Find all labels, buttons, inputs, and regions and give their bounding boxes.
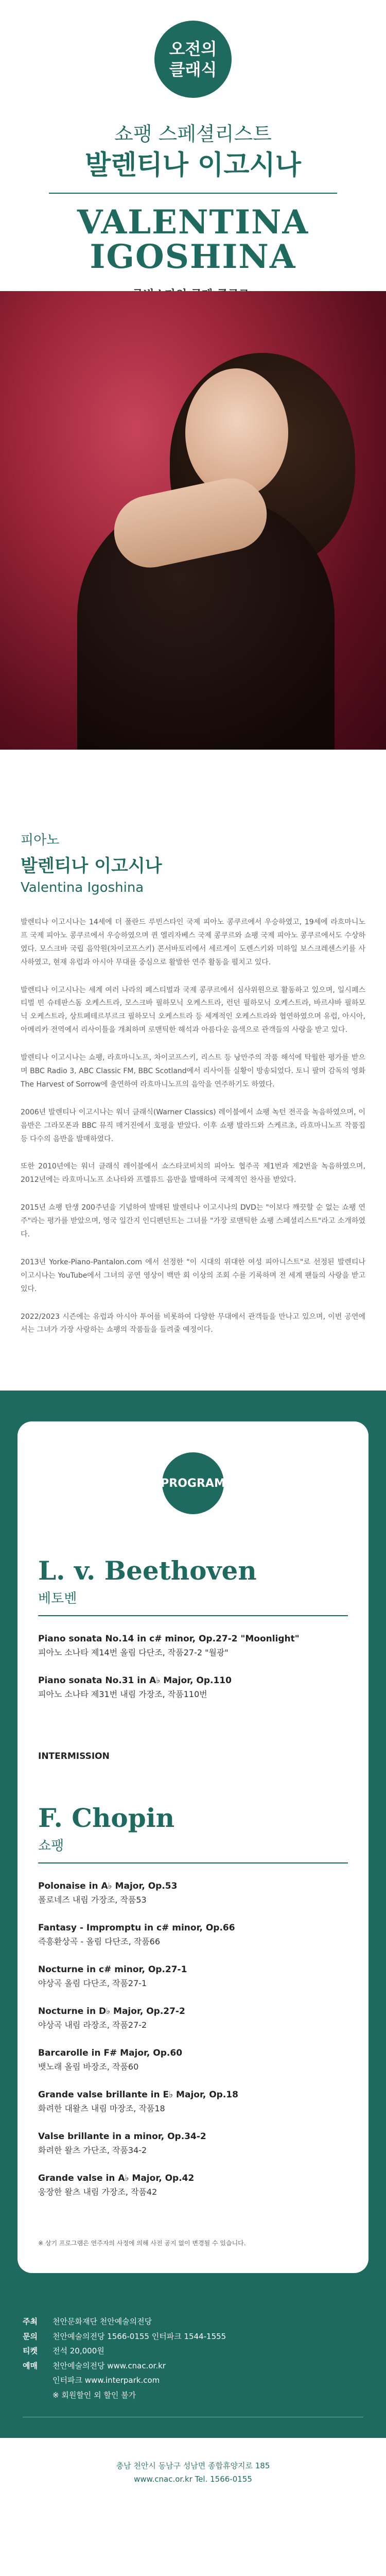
english-name-line1: VALENTINA <box>77 202 309 242</box>
program-note: ※ 상기 프로그램은 연주자의 사정에 의해 사전 공지 없이 변경될 수 있습니다. <box>38 2240 246 2247</box>
info-label <box>23 2373 44 2388</box>
bio-paragraph: 발렌티나 이고시나는 세계 여러 나라의 페스티벌과 국제 콩쿠르에서 심사위원으로 활동하고 있으며, 일시페스티벌 빈 슈테판스돔 오케스트라, 모스크바 필하모닉 오케스트라, 런던 필하모닉 오케스트라, 바르샤바 필하모닉 오케스트라, 상트페테르부르크 필하모닉 오케스트라 등 세계적인 오케스트라와 협연하였으며 유럽, 아시아, 아메리카 전역에서 리사이틀을 개최하며 로맨틱한 해석과 아름다운 음색으로 관객들의 사랑을 받고 있다. <box>21 986 365 1035</box>
program-card <box>17 1421 369 2273</box>
work-item <box>38 2006 348 2030</box>
info-label <box>23 2388 44 2403</box>
work-title-en: Grande valse in A♭ Major, Op.42 <box>38 2173 195 2184</box>
work-title-en: Barcarolle in F# Major, Op.60 <box>38 2048 183 2059</box>
venue-address: 충남 천안시 동남구 성남면 종합휴양지로 185 <box>116 2461 270 2471</box>
work-item <box>38 1964 348 1989</box>
venue-contact: www.cnac.or.kr Tel. 1566-0155 <box>134 2474 252 2484</box>
work-title-ko: 웅장한 왈츠 내림 가장조, 작품42 <box>38 2187 157 2197</box>
event-info <box>0 2309 386 2438</box>
bio-paragraph: 2022/2023 시즌에는 유럽과 아시아 투어를 비롯하여 다양한 무대에서 관객들을 만나고 있으며, 이번 공연에서는 그녀가 가장 사랑하는 쇼팽의 작품들을 들려줄 예정이다. <box>21 1312 365 1334</box>
badge-line2: 클래식 <box>169 60 217 79</box>
composer-block-beethoven <box>38 1555 348 1700</box>
performer-role: 피아노 <box>21 833 60 848</box>
work-item <box>38 1634 348 1658</box>
subtitle: 쇼팽 스페셜리스트 <box>114 123 272 145</box>
info-row <box>23 2329 363 2344</box>
photo-face <box>185 368 288 497</box>
composer-name-ko: 베토벤 <box>38 1591 77 1607</box>
info-label: 문의 <box>23 2331 38 2341</box>
work-title-en: Nocturne in c# minor, Op.27-1 <box>38 1964 187 1975</box>
work-title-ko: 즉흥환상곡 - 올림 다단조, 작품66 <box>38 1937 161 1947</box>
work-title-en: Valse brillante in a minor, Op.34-2 <box>38 2131 206 2142</box>
intermission: INTERMISSION <box>38 1751 110 1762</box>
work-title-ko: 피아노 소나타 제31번 내림 가장조, 작품110번 <box>38 1689 207 1700</box>
info-value: 천안예술의전당 www.cnac.or.kr <box>52 2361 166 2370</box>
footer <box>0 2438 386 2509</box>
work-title-en: Piano sonata No.14 in c# minor, Op.27-2 "Moonlight" <box>38 1634 300 1645</box>
info-value: 천안예술의전당 1566-0155 인터파크 1544-1555 <box>52 2331 226 2341</box>
english-name-line2: IGOSHINA <box>90 238 296 277</box>
work-item <box>38 2090 348 2114</box>
work-title-en: Grande valse brillante in E♭ Major, Op.18 <box>38 2090 238 2100</box>
work-item <box>38 1923 348 1947</box>
composer-name-en: F. Chopin <box>38 1803 175 1834</box>
composer-name-en: L. v. Beethoven <box>38 1555 257 1586</box>
work-item <box>38 2048 348 2072</box>
english-name <box>0 202 386 277</box>
info-row <box>23 2359 363 2374</box>
work-title-ko: 피아노 소나타 제14번 올림 다단조, 작품27-2 "월광" <box>38 1648 229 1658</box>
work-item <box>38 1881 348 1905</box>
bio-paragraph: 발렌티나 이고시나는 쇼팽, 라흐마니노프, 차이코프스키, 리스트 등 낭만주의 작품 해석에 탁월한 평가를 받으며 BBC Radio 3, ABC Classic FM, BBC Scotland에서 리사이틀 실황이 방송되었다. 토니 팔머 감독의 영화 The Harvest of Sorrow에 출연하여 라흐마니노프의 음악을 연주하기도 하였다. <box>21 1054 365 1089</box>
work-title-en: Nocturne in D♭ Major, Op.27-2 <box>38 2006 185 2017</box>
work-title-en: Fantasy - Impromptu in c# minor, Op.66 <box>38 1923 235 1934</box>
performer-name-ko: 발렌티나 이고시나 <box>21 856 162 876</box>
composer-name-ko: 쇼팽 <box>38 1838 64 1854</box>
composer-divider <box>38 1862 348 1863</box>
work-title-ko: 폴로네즈 내림 가장조, 작품53 <box>38 1895 147 1905</box>
work-title-ko: 화려한 대왈츠 내림 마장조, 작품18 <box>38 2104 165 2114</box>
work-title-ko: 야상곡 내림 라장조, 작품27-2 <box>38 2020 147 2030</box>
performer-name-en: Valentina Igoshina <box>21 880 144 895</box>
work-title-ko: 뱃노래 올림 바장조, 작품60 <box>38 2062 139 2072</box>
bio-paragraph: 2015년 쇼팽 탄생 200주년을 기념하여 발매된 발렌티나 이고시나의 DVD는 "이보다 깨끗할 순 없는 쇼팽 연주"라는 평가를 받았으며, 영국 일간지 인디펜던트는 그녀를 "가장 로맨틱한 쇼팽 스페셜리스트"라고 소개하였다. <box>21 1204 365 1239</box>
program-section <box>0 1391 386 2309</box>
work-item <box>38 1675 348 1700</box>
work-title-ko: 화려한 왈츠 가단조, 작품34-2 <box>38 2145 147 2156</box>
pianist-photo <box>0 291 386 750</box>
title-divider <box>49 193 337 194</box>
info-row <box>23 2388 363 2403</box>
series-badge <box>154 21 232 98</box>
info-value: ※ 회원할인 외 할인 불가 <box>52 2390 136 2400</box>
info-label: 예매 <box>23 2361 38 2370</box>
work-title-en: Piano sonata No.31 in A♭ Major, Op.110 <box>38 1675 232 1686</box>
bio-paragraph: 발렌티나 이고시나는 14세에 더 폴란드 루빈스타인 국제 피아노 콩쿠르에서 우승하였고, 19세에 라흐마니노프 국제 피아노 콩쿠르에서 우승하였으며 퀸 엘리자베스 국제 콩쿠르와 쇼팽 국제 피아노 콩쿠르에서도 수상하였다. 모스크바 국립 음악원(차이코프스키) 콘서바토리에서 세르게이 도렌스키와 미하일 보스크레센스키를 사사하였고, 현재 유럽과 아시아 무대를 중심으로 활발한 연주 활동을 펼치고 있다. <box>21 918 365 967</box>
info-row <box>23 2314 363 2329</box>
info-value: 인터파크 www.interpark.com <box>52 2376 160 2385</box>
info-label: 주최 <box>23 2317 38 2327</box>
badge-line1: 오전의 <box>169 39 217 59</box>
work-item <box>38 2131 348 2156</box>
composer-block-chopin <box>38 1803 348 2197</box>
bio-paragraph: 2006년 발렌티나 이고시나는 워너 클래식(Warner Classics) 레이블에서 쇼팽 녹턴 전곡을 녹음하였으며, 이 음반은 그라모폰과 BBC 뮤직 매거진에서 호평을 받았다. 이후 쇼팽 발라드와 스케르초, 라흐마니노프 작품집 등 다수의 음반을 발매하였다. <box>21 1108 365 1143</box>
info-value: 전석 20,000원 <box>52 2346 104 2356</box>
composer-divider <box>38 1615 348 1616</box>
info-row <box>23 2344 363 2359</box>
page-title: 발렌티나 이고시나 <box>85 149 301 181</box>
work-title-ko: 야상곡 올림 다단조, 작품27-1 <box>38 1978 147 1989</box>
info-value: 천안문화재단 천안예술의전당 <box>52 2317 152 2327</box>
bio-paragraph: 또한 2010년에는 워너 클래식 레이블에서 쇼스타코비치의 피아노 협주곡 제1번과 제2번을 녹음하였으며, 2012년에는 라흐마니노프 소나타와 프렐류드 음반을 발매하여 국제적인 찬사를 받았다. <box>21 1162 365 1184</box>
info-row <box>23 2373 363 2388</box>
work-item <box>38 2173 348 2197</box>
info-label: 티켓 <box>23 2346 38 2356</box>
bio-paragraph: 2013년 Yorke-Piano-Pantalon.com 에서 선정한 "이 시대의 위대한 여성 피아니스트"로 선정된 발렌티나 이고시나는 YouTube에서 그녀의 공연 영상이 백만 회 이상의 조회 수를 기록하며 전 세계 팬들의 사랑을 받고 있다. <box>21 1258 365 1293</box>
work-title-en: Polonaise in A♭ Major, Op.53 <box>38 1881 178 1892</box>
program-badge: PROGRAM <box>162 1452 224 1514</box>
header <box>0 0 386 562</box>
